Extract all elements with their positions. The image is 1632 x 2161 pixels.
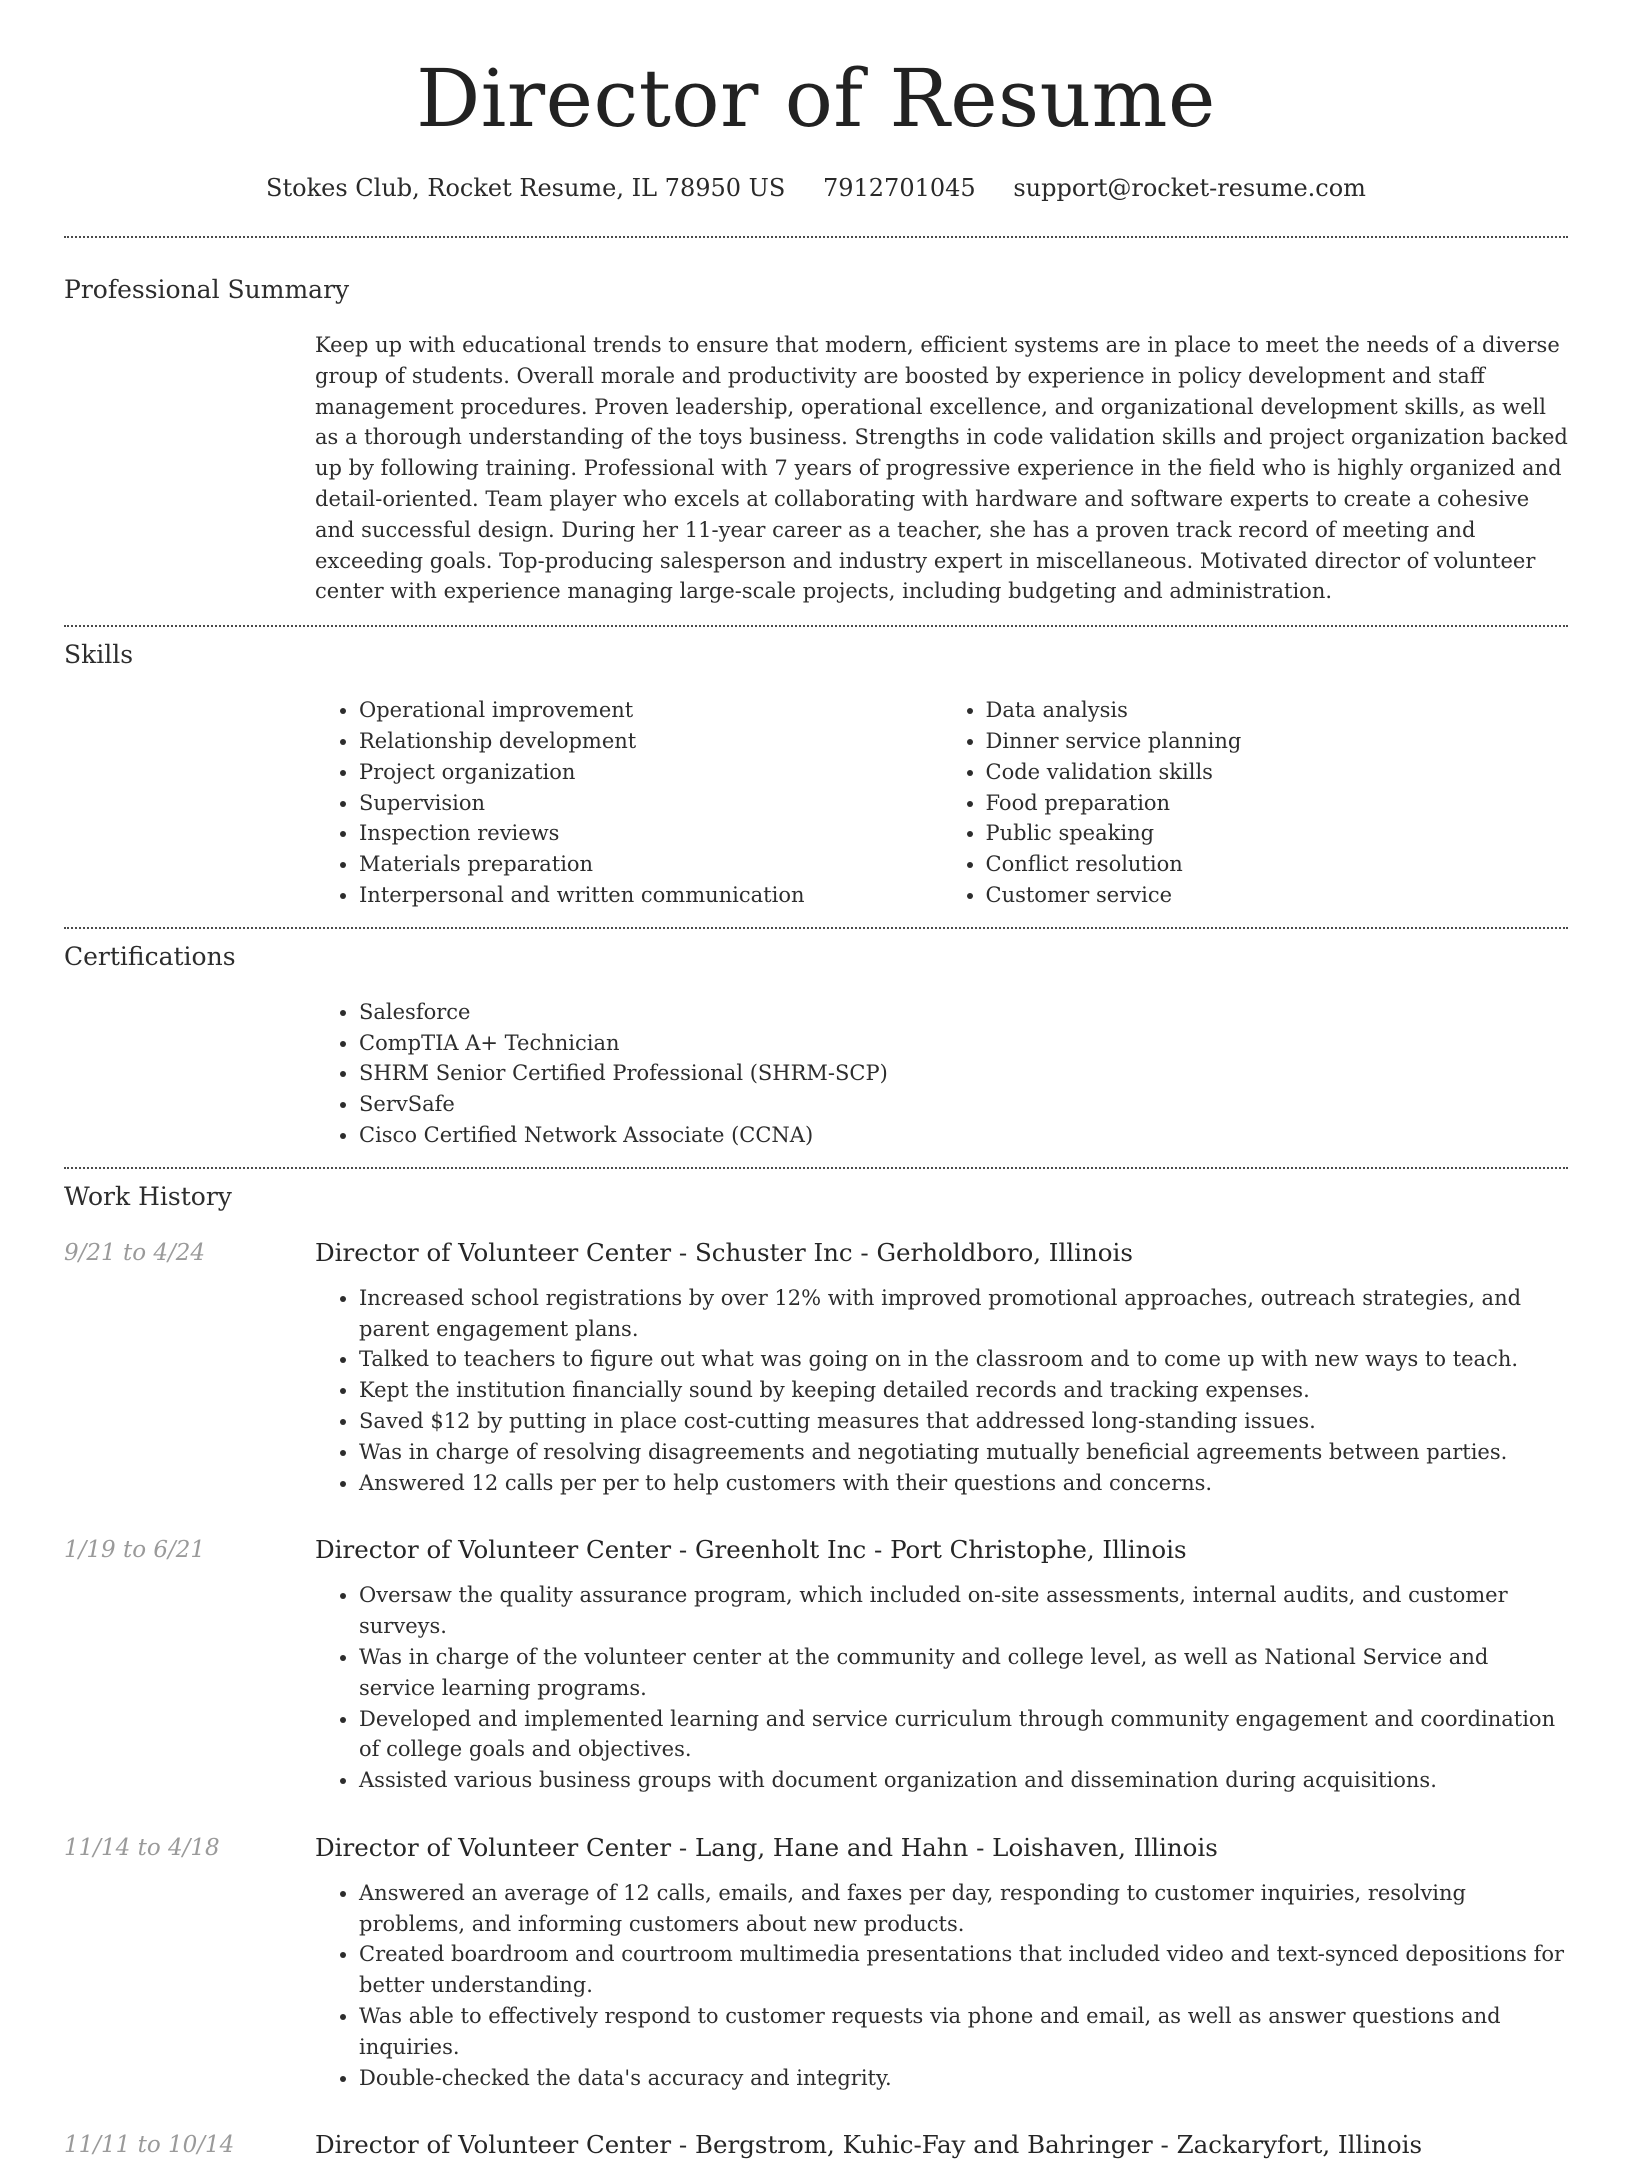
section-title-summary: Professional Summary xyxy=(64,275,350,304)
list-item: • Answered an average of 12 calls, emails, and faxes per day, responding to customer inquiries, resolving problems, and informing customers about new products. xyxy=(359,1878,1568,1940)
list-item: • Supervision xyxy=(359,788,942,819)
summary-section xyxy=(64,238,1568,625)
list-item: • Saved $12 by putting in place cost-cutting measures that addressed long-standing issues. xyxy=(359,1406,1568,1437)
list-item: • Conflict resolution xyxy=(986,849,1569,880)
section-title-skills: Skills xyxy=(64,640,134,670)
contact-address: Stokes Club, Rocket Resume, IL 78950 US xyxy=(266,174,786,202)
resume-name: Director of Resume xyxy=(416,52,1216,145)
job-entry xyxy=(64,2129,1568,2161)
job-entry xyxy=(64,1237,1568,1499)
list-item: • Answered 12 calls per per to help customers with their questions and concerns. xyxy=(359,1468,1568,1499)
list-item: • Materials preparation xyxy=(359,849,942,880)
summary-text: Keep up with educational trends to ensure that modern, efficient systems are in place to meet the needs of a diverse group of students. Overall morale and productivity are boosted by experience in policy development and staff management procedures. Proven leadership, operational excellence, and organizational development skills, as well as a thorough understanding of the toys business. Strengths in code validation skills and project organization backed up by following training. Professional with 7 years of progressive experience in the field who is highly organized and detail-oriented. Team player who excels at collaborating with hardware and software experts to create a cohesive and successful design. During her 11-year career as a teacher, she has a proven track record of meeting and exceeding goals. Top-producing salesperson and industry expert in miscellaneous. Motivated director of volunteer center with experience managing large-scale projects, including budgeting and administration. xyxy=(315,333,1568,604)
list-item: • Talked to teachers to figure out what was going on in the classroom and to come up with new ways to teach. xyxy=(359,1344,1568,1375)
certifications-section xyxy=(64,929,1568,1167)
skills-list-right xyxy=(942,695,1569,911)
list-item: • Was in charge of resolving disagreements and negotiating mutually beneficial agreements between parties. xyxy=(359,1437,1568,1468)
job-entry xyxy=(64,1534,1568,1796)
list-item: • Assisted various business groups with document organization and dissemination during acquisitions. xyxy=(359,1765,1568,1796)
work-history-section xyxy=(64,1169,1568,2161)
job-entry xyxy=(64,1832,1568,2094)
list-item: • Operational improvement xyxy=(359,695,942,726)
list-item: • Inspection reviews xyxy=(359,818,942,849)
contact-email: support@rocket-resume.com xyxy=(1013,174,1366,202)
list-item: • Double-checked the data's accuracy and integrity. xyxy=(359,2063,1568,2094)
list-item: • Kept the institution financially sound by keeping detailed records and tracking expenses. xyxy=(359,1375,1568,1406)
resume-page xyxy=(64,0,1568,2161)
job-dates: 11/14 to 4/18 xyxy=(64,1834,220,1861)
list-item: • Data analysis xyxy=(986,695,1569,726)
list-item: • Salesforce xyxy=(359,997,1568,1028)
list-item: • Interpersonal and written communication xyxy=(359,880,942,911)
list-item: • Oversaw the quality assurance program, which included on-site assessments, internal audits, and customer surveys. xyxy=(359,1580,1568,1642)
job-dates: 11/11 to 10/14 xyxy=(64,2132,235,2159)
certifications-list xyxy=(315,997,1568,1151)
job-dates: 1/19 to 6/21 xyxy=(64,1537,206,1564)
list-item: • SHRM Senior Certified Professional (SHRM-SCP) xyxy=(359,1058,1568,1089)
list-item: • CompTIA A+ Technician xyxy=(359,1028,1568,1059)
skills-list-left xyxy=(315,695,942,911)
job-title: Director of Volunteer Center - Bergstrom, Kuhic-Fay and Bahringer - Zackaryfort, Illinois xyxy=(315,2130,1423,2160)
list-item: • Created boardroom and courtroom multimedia presentations that included video and text-synced depositions for better understanding. xyxy=(359,1939,1568,2001)
list-item: • Cisco Certified Network Associate (CCNA) xyxy=(359,1120,1568,1151)
list-item: • Project organization xyxy=(359,757,942,788)
job-bullets xyxy=(315,1878,1568,2094)
job-dates: 9/21 to 4/24 xyxy=(64,1239,206,1266)
list-item: • Relationship development xyxy=(359,726,942,757)
job-title: Director of Volunteer Center - Greenholt Inc - Port Christophe, Illinois xyxy=(315,1535,1187,1565)
list-item: • Code validation skills xyxy=(986,757,1569,788)
list-item: • Food preparation xyxy=(986,788,1569,819)
list-item: • Developed and implemented learning and service curriculum through community engagement and coordination of college goals and objectives. xyxy=(359,1704,1568,1766)
job-title: Director of Volunteer Center - Schuster Inc - Gerholdboro, Illinois xyxy=(315,1237,1133,1267)
list-item: • Customer service xyxy=(986,880,1569,911)
section-title-certifications: Certifications xyxy=(64,941,236,971)
job-title: Director of Volunteer Center - Lang, Hane and Hahn - Loishaven, Illinois xyxy=(315,1832,1218,1862)
contact-line xyxy=(64,172,1568,204)
list-item: • ServSafe xyxy=(359,1089,1568,1120)
list-item: • Dinner service planning xyxy=(986,726,1569,757)
skills-section xyxy=(64,627,1568,927)
list-item: • Was able to effectively respond to customer requests via phone and email, as well as answer questions and inquiries. xyxy=(359,2001,1568,2063)
section-title-work: Work History xyxy=(64,1181,232,1211)
list-item: • Increased school registrations by over 12% with improved promotional approaches, outreach strategies, and parent engagement plans. xyxy=(359,1283,1568,1345)
contact-phone: 7912701045 xyxy=(822,174,976,202)
list-item: • Was in charge of the volunteer center at the community and college level, as well as National Service and service learning programs. xyxy=(359,1642,1568,1704)
job-bullets xyxy=(315,1580,1568,1796)
job-bullets xyxy=(315,1283,1568,1499)
list-item: • Public speaking xyxy=(986,818,1569,849)
